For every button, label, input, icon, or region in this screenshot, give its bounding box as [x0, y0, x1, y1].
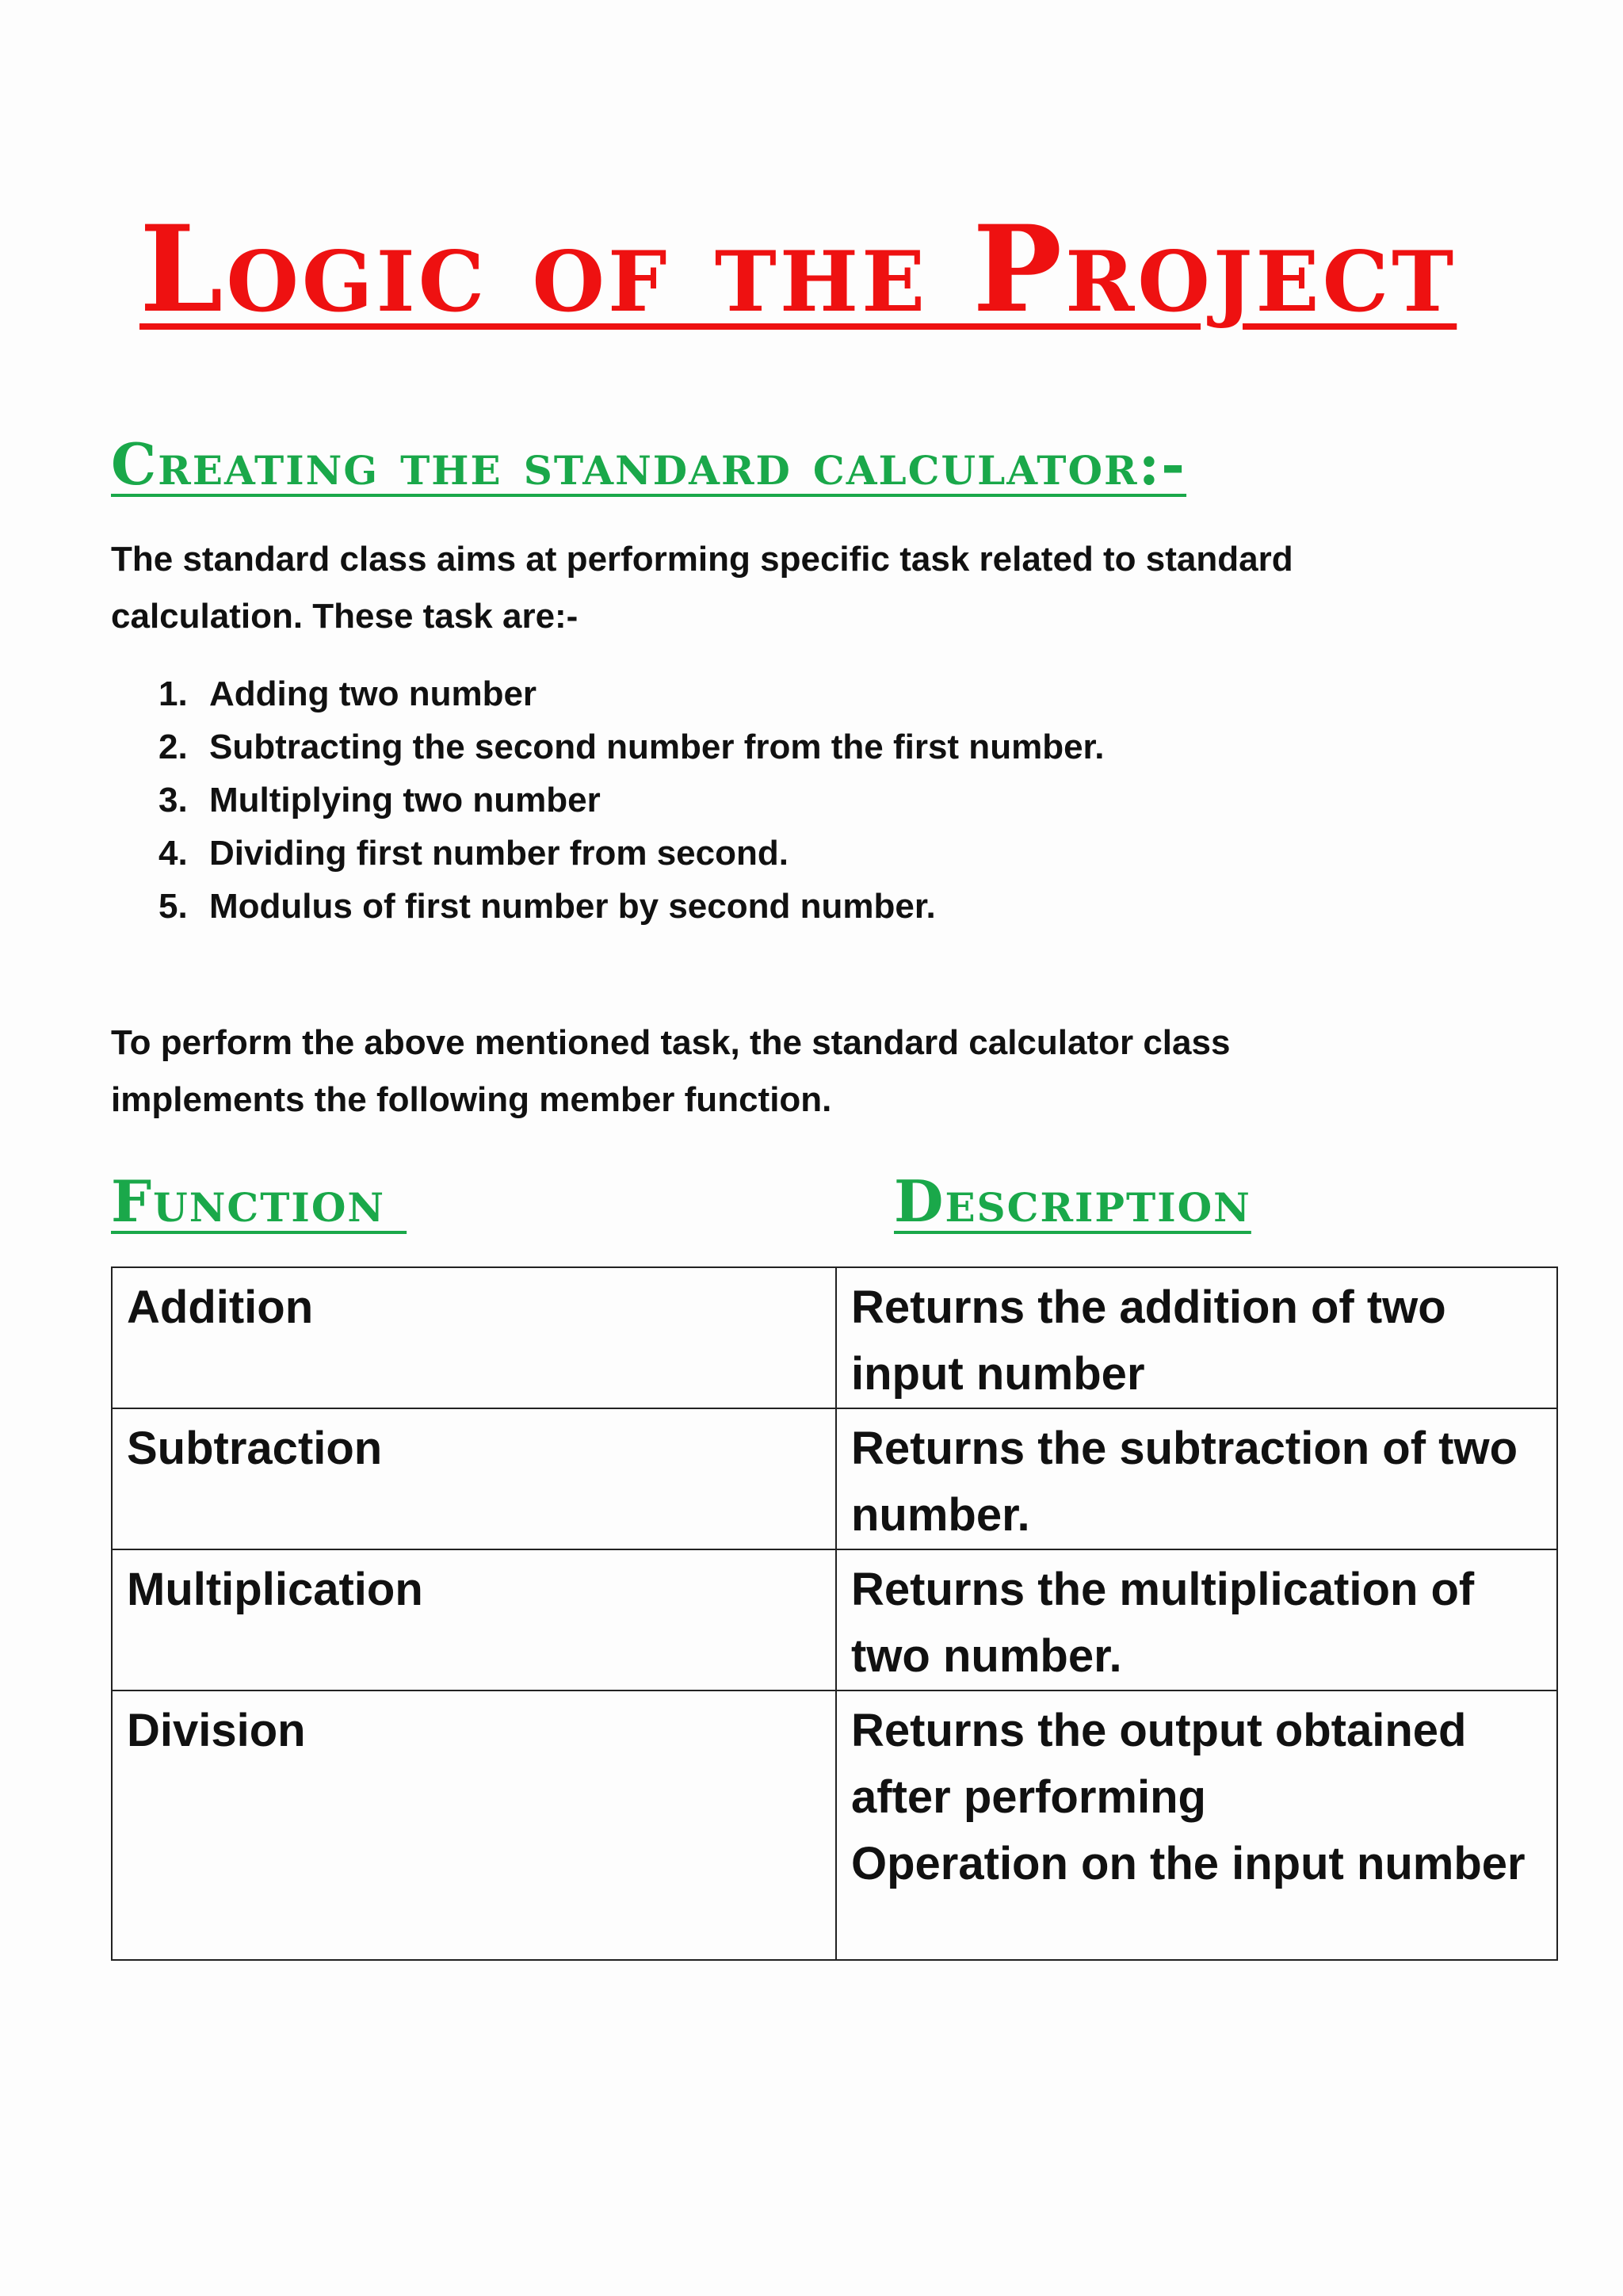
list-item: [158, 667, 1104, 720]
description-line: Returns the output obtained after performing: [851, 1705, 1467, 1823]
description-heading: Description: [894, 1167, 1251, 1235]
table-row: [112, 1549, 1557, 1690]
intro-paragraph: The standard class aims at performing specific task related to standard calculation. These task are:-: [111, 540, 1293, 636]
list-item: [158, 774, 1104, 827]
list-item-text: Subtracting the second number from the first number.: [209, 728, 1105, 766]
function-cell: Multiplication: [112, 1549, 836, 1690]
table-row: [112, 1408, 1557, 1549]
table-row: [112, 1267, 1557, 1408]
list-item: [158, 827, 1104, 880]
list-item-text: Adding two number: [209, 674, 537, 713]
list-item-text: Multiplying two number: [209, 781, 601, 819]
page-title: Logic of the Project: [139, 200, 1457, 339]
description-cell: Returns the subtraction of two number.: [836, 1408, 1557, 1549]
perform-paragraph: To perform the above mentioned task, the standard calculator class implements the following member function.: [111, 1023, 1231, 1119]
function-cell: Addition: [112, 1267, 836, 1408]
function-heading: Function: [111, 1167, 407, 1235]
list-item-text: Dividing first number from second.: [209, 834, 789, 873]
description-line: Operation on the input number: [851, 1838, 1526, 1889]
list-item-number: 4.: [158, 834, 188, 873]
list-item: [158, 720, 1104, 774]
list-item-number: 1.: [158, 674, 188, 713]
task-list: [158, 667, 1104, 933]
function-cell: Subtraction: [112, 1408, 836, 1549]
description-cell: Returns the addition of two input number: [836, 1267, 1557, 1408]
function-cell: Division: [112, 1690, 836, 1960]
list-item: [158, 880, 1104, 933]
function-table: [111, 1266, 1558, 1961]
section-title: Creating the standard calculator:-: [111, 430, 1187, 498]
list-item-text: Modulus of first number by second number.: [209, 887, 936, 926]
list-item-number: 3.: [158, 781, 188, 819]
list-item-number: 2.: [158, 728, 188, 766]
list-item-number: 5.: [158, 887, 188, 926]
table-row: [112, 1690, 1557, 1960]
description-cell: [836, 1690, 1557, 1960]
description-cell: Returns the multiplication of two number.: [836, 1549, 1557, 1690]
